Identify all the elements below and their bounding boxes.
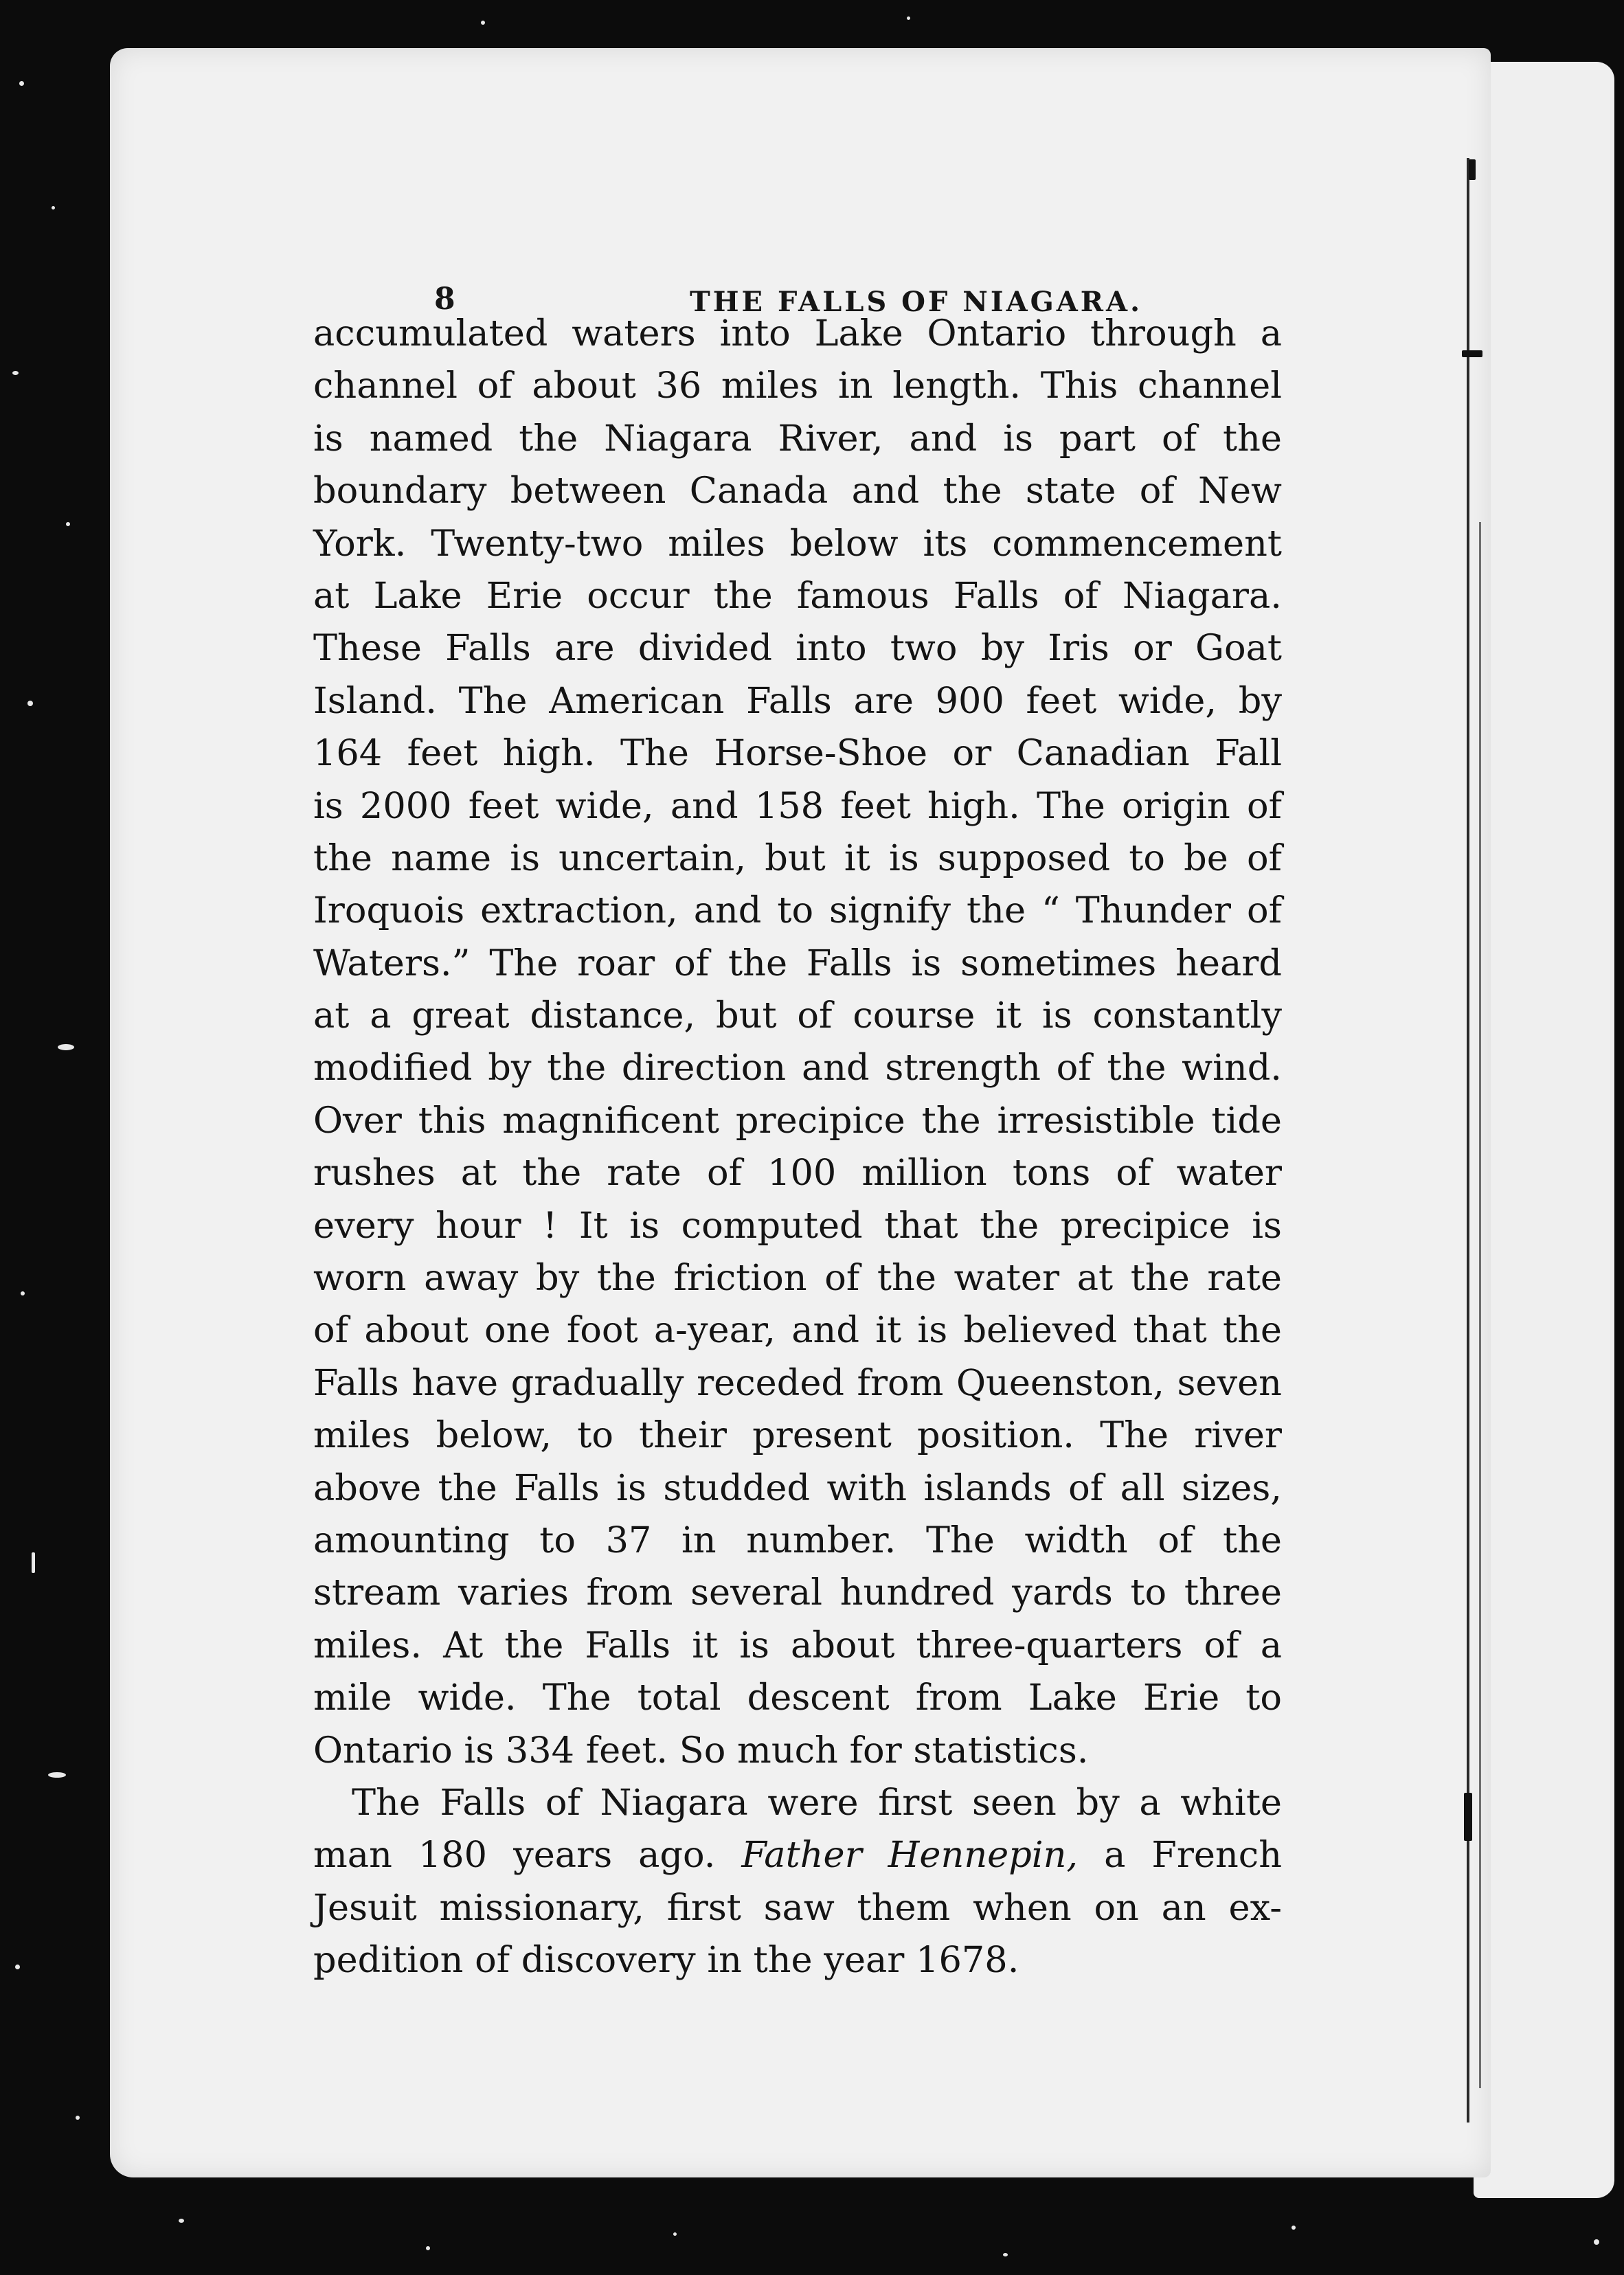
text-line: the name is uncertain, but it is supposed to be of [313,837,1282,879]
dust-speck [58,1044,74,1050]
text-line: Over this magnificent precipice the irresistible tide [313,1099,1282,1142]
text-line: mile wide. The total descent from Lake Erie to [313,1677,1282,1719]
dust-speck [907,16,910,20]
text-line: Island. The American Falls are 900 feet wide, by [313,679,1282,722]
facing-page-edge [1474,62,1614,2198]
dust-speck [48,1772,66,1778]
text-run: a French [1104,1834,1283,1877]
dust-speck [76,2116,80,2120]
text-line: These Falls are divided into two by Iris or Goat [313,627,1282,670]
dust-speck [27,701,33,706]
dust-speck [32,1552,35,1573]
dust-speck [15,1965,20,1969]
text-line: stream varies from several hundred yards to three [313,1572,1282,1614]
text-line: pedition of discovery in the year 1678. [313,1939,1019,1982]
dust-speck [52,206,55,210]
paragraph-2 [313,1777,1282,1987]
gutter-fold [1479,522,1481,2088]
dust-speck [1003,2253,1008,2256]
gutter-mark [1464,1793,1472,1841]
text-line: 164 feet high. The Horse-Shoe or Canadian Fall [313,732,1282,775]
text-line: at a great distance, but of course it is constantly [313,995,1282,1037]
text-line-with-italic [313,1829,1282,1881]
body-text [313,308,1282,1987]
text-line: is 2000 feet wide, and 158 feet high. The origin of [313,784,1282,827]
dust-speck [19,81,24,86]
text-line: is named the Niagara River, and is part of the [313,417,1282,460]
running-title: THE FALLS OF NIAGARA. [690,286,1142,318]
text-line: every hour ! It is computed that the precipice is [313,1204,1282,1247]
dust-speck [1292,2226,1296,2230]
text-line: miles. At the Falls it is about three-quarters of a [313,1624,1282,1666]
text-line: York. Twenty-two miles below its commencement [313,522,1282,565]
dust-speck [66,522,70,526]
dust-speck [21,1291,25,1295]
text-line: boundary between Canada and the state of New [313,470,1282,512]
text-line: Jesuit missionary, first saw them when on an ex- [313,1886,1282,1929]
text-line: above the Falls is studded with islands of all sizes, [313,1467,1282,1509]
text-line: channel of about 36 miles in length. This channel [313,365,1282,407]
dust-speck [481,21,485,25]
text-run: man 180 years ago. [313,1834,716,1877]
dust-speck [426,2246,430,2250]
text-line: modified by the direction and strength of the wind. [313,1047,1282,1089]
text-line: amounting to 37 in number. The width of the [313,1519,1282,1561]
text-line: Ontario is 334 feet. So much for statistics. [313,1729,1089,1772]
text-line: Waters.” The roar of the Falls is sometimes heard [313,942,1282,984]
paragraph-1 [313,308,1282,1777]
dust-speck [673,2232,677,2236]
text-line: Falls have gradually receded from Queenston, seven [313,1361,1282,1404]
text-line: of about one foot a-year, and it is believed that the [313,1309,1282,1352]
page-number: 8 [434,282,455,317]
dust-speck [12,371,19,375]
text-line: at Lake Erie occur the famous Falls of Niagara. [313,574,1282,617]
text-line: accumulated waters into Lake Ontario through a [313,313,1282,354]
text-line: miles below, to their present position. The river [313,1414,1282,1457]
text-line: worn away by the friction of the water at the rate [313,1257,1282,1300]
dust-speck [1594,2239,1599,2245]
gutter-mark [1469,159,1476,180]
text-line: The Falls of Niagara were first seen by a white [352,1781,1282,1824]
italic-name: Father Hennepin, [741,1834,1079,1877]
text-line: rushes at the rate of 100 million tons of water [313,1152,1282,1195]
dust-speck [179,2219,184,2223]
gutter-mark [1462,350,1482,357]
text-line: Iroquois extraction, and to signify the “ Thunder of [313,890,1282,932]
